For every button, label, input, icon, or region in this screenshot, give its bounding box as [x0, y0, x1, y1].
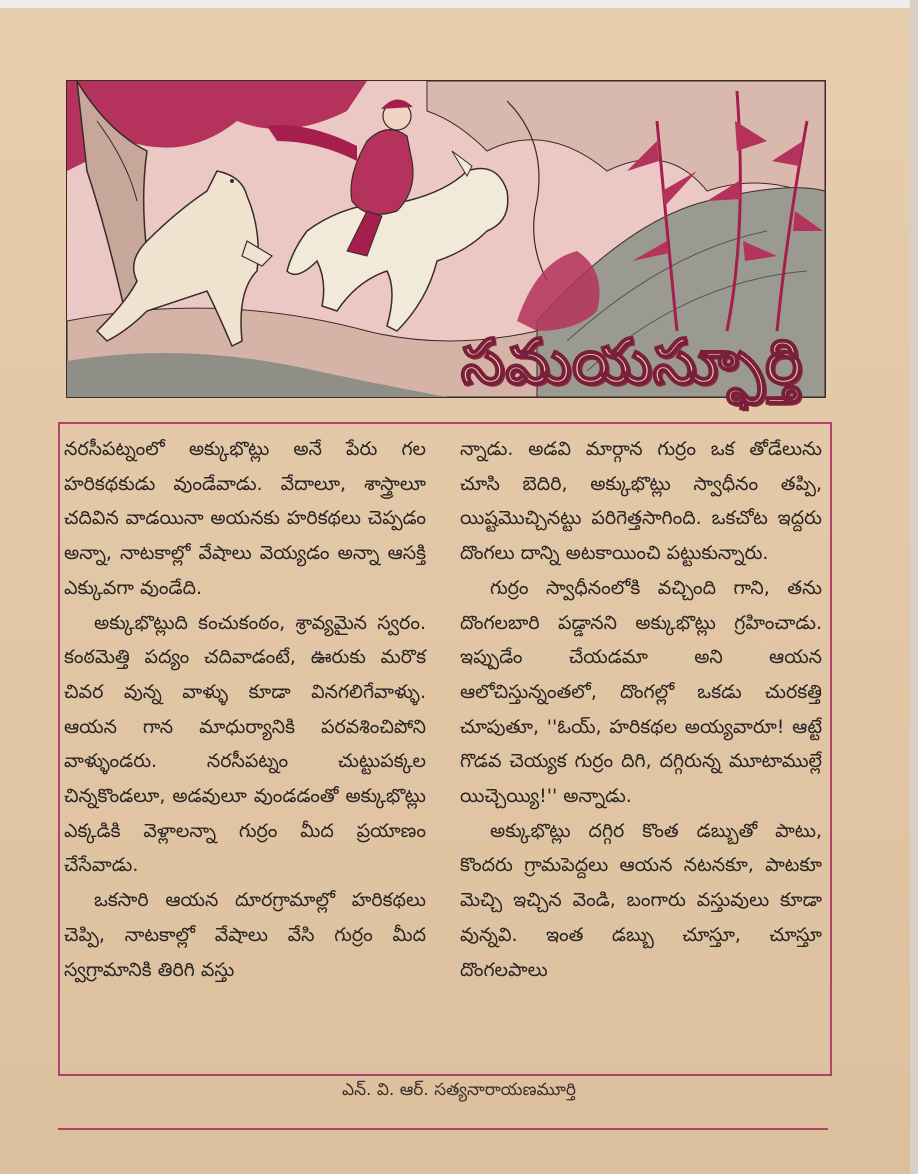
author-credit: ఎన్. వి. ఆర్. సత్యనారాయణమూర్తి: [342, 1080, 576, 1100]
text-frame: [58, 422, 832, 1076]
scan-right-edge: [910, 0, 918, 1174]
paragraph: అక్కుభొట్లుది కంచుకంఠం, శ్రావ్యమైన స్వరం. కంఠమెత్తి పద్యం చదివాడంటే, ఊరుకు మరొక చివర వున్న వాళ్ళు కూడా వినగలిగేవాళ్ళు. ఆయన గాన మాధుర్యానికి పరవశించిపోని వాళ్ళుండరు. నరసీపట్నం చుట్టుపక్కల చిన్నకొండలూ, అడవులూ వుండడంతో అక్కుభొట్లు ఎక్కడికి వెళ్లాలన్నా గుర్రం మీద ప్రయాణం చేసేవాడు.: [64, 611, 426, 877]
right-column: [460, 432, 822, 987]
bottom-rule: [58, 1128, 828, 1130]
paragraph: ఒకసారి ఆయన దూరగ్రామాల్లో హరికథలు చెప్పి, నాటకాల్లో వేషాలు వేసి గుర్రం మీద స్వగ్రామానికి తిరిగి వస్తు: [64, 889, 426, 981]
scan-top-strip: [0, 0, 918, 8]
paragraph: అక్కుభొట్లు దగ్గిర కొంత డబ్బుతో పాటు, కొందరు గ్రామపెద్దలు ఆయన నటనకూ, పాటకూ మెచ్చి ఇచ్చిన వెండి, బంగారు వస్తువులు కూడా వున్నవి. ఇంత డబ్బు చూస్తూ, చూస్తూ దొంగలపాలు: [460, 819, 822, 981]
paragraph: నరసీపట్నంలో అక్కుభొట్లు అనే పేరు గల హరికథకుడు వుండేవాడు. వేదాలూ, శాస్త్రాలూ చదివిన వాడయినా అయనకు హరికథలు చెప్పడం అన్నా, నాటకాల్లో వేషాలు వెయ్యడం అన్నా ఆసక్తి ఎక్కువగా వుండేది.: [64, 438, 426, 599]
left-column: [64, 432, 426, 987]
paragraph: న్నాడు. అడవి మార్గాన గుర్రం ఒక తోడేలును చూసి బెదిరి, అక్కుభొట్లు స్వాధీనం తప్పి, యిష్టమొచ్చినట్టు పరిగెత్తసాగింది. ఒకచోట ఇద్దరు దొంగలు దాన్ని అటకాయించి పట్టుకున్నారు.: [460, 438, 822, 565]
story-title: సమయస్ఫూర్తి: [461, 325, 803, 398]
paragraph: గుర్రం స్వాధీనంలోకి వచ్చింది గాని, తను దొంగలబారి పడ్డానని అక్కుభొట్లు గ్రహించాడు. ఇప్పుడేం చేయడమా అని ఆయన ఆలోచిస్తున్నంతలో, దొంగల్లో ఒకడు చురకత్తి చూపుతూ, ''ఓయ్, హరికథల అయ్యవారూ! ఆట్టే గొడవ చెయ్యక గుర్రం దిగి, దగ్గిరున్న మూటాముల్లే యిచ్చెయ్యి!'' అన్నాడు.: [460, 576, 822, 808]
